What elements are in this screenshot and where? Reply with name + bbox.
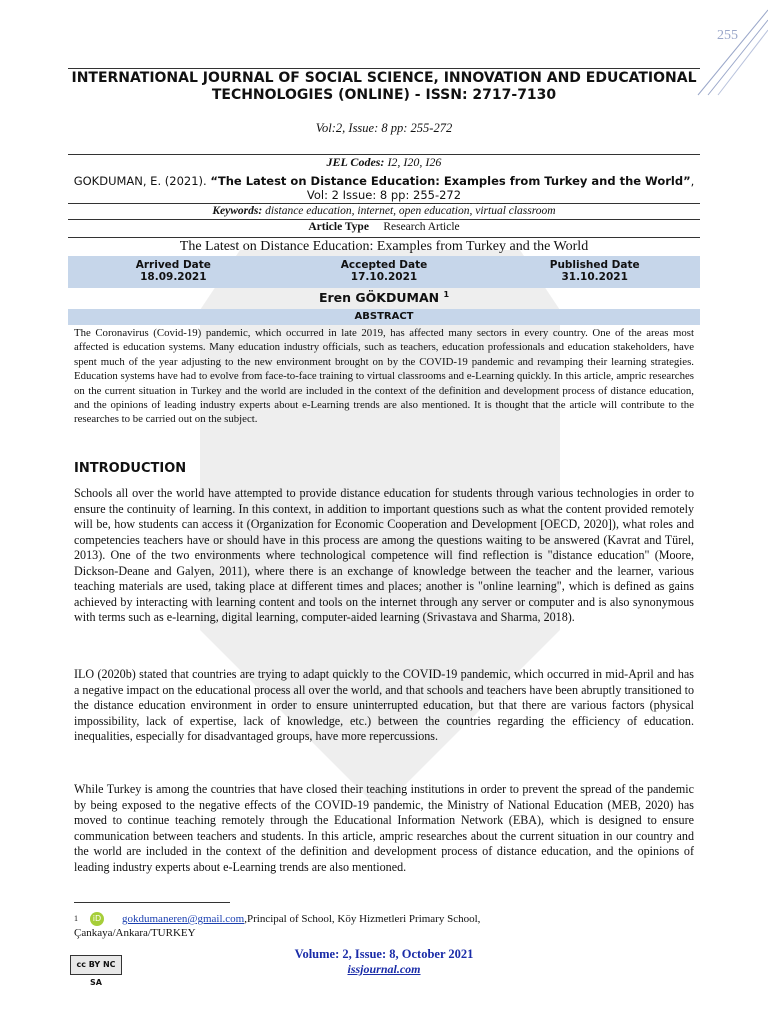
citation-suffix: , [690, 174, 695, 188]
footnote-rule [74, 902, 230, 903]
abstract-text: The Coronavirus (Covid-19) pandemic, which occurred in late 2019, has affected many sectors in every country. One of the areas most affected is education systems. Many education industry officials, such as teachers, education professionals and education stakeholders, have spent much of the year adjusting to the new environment brought on by the COVID-19 pandemic and revamping their learning strategies. Education systems have had to evolve from face-to-face training to virtual classrooms and e-Learning quickly. In this article, ampric researches on the current situation in Turkey and the world are included in the context of the definition and development process of distance education, and the opinions of leading industry experts about e-Learning trends are also mentioned. It is thought that the article will contribute to the researches to be carried out on the subject. [74, 327, 694, 426]
journal-title-line2: TECHNOLOGIES (ONLINE) - ISSN: 2717-7130 [211, 87, 557, 103]
footer-volume: Volume: 2, Issue: 8, October 2021 [294, 947, 474, 961]
abstract-heading: ABSTRACT [68, 309, 700, 325]
keywords-value: distance education, internet, open education, virtual classroom [265, 205, 556, 217]
author [68, 290, 700, 305]
published-date [489, 256, 700, 288]
article-type [68, 219, 700, 233]
jel-label: JEL Codes: [326, 155, 385, 169]
accepted-date-label: Accepted Date [340, 259, 428, 271]
footnote-location: Çankaya/Ankara/TURKEY [74, 927, 196, 939]
paragraph: Schools all over the world have attempted to provide distance education for students through various technologies in order to ensure the continuity of learning. In this context, in addition to important questions such as what the content provided remotely will be, how students can access it (Organization for Economic Cooperation and Development [OECD, 2020]), what roles and competencies teachers have or should have in this process are among the questions waiting to be answered (Kavrat and Türel, 2013). One of the two environments where technological competence will find reflection is "distance education" (Moore, Dickson-Deane and Galyen, 2011), where there is an exchange of knowledge between the teacher and the learner, various teaching materials are used, taking place at different times and places; another is "online learning", which is defined as gains achieved by interacting with learning content and tools on the internet through any server or computer and is also synonymous with terms such as e-learning, digital learning, computer-aided learning (Srivastava and Sharma, 2018). [74, 486, 694, 624]
article-type-label: Article Type [308, 221, 369, 233]
paragraph: While Turkey is among the countries that have closed their teaching institutions in order to prevent the spread of the pandemic by being exposed to the negative effects of the COVID-19 pandemic, the Ministry of National Education (MEB, 2020) has moved to continue teaching remotely through the Educational Information Network (EBA), which is designed to ensure communication between teachers and students. In this article, ampric researches about the current situation in our country and the world are included in the context of the definition and development process of distance education, and the opinions of leading industry experts about e-Learning trends are also mentioned. [74, 782, 694, 874]
introduction-heading: INTRODUCTION [74, 461, 187, 476]
jel-value: I2, I20, I26 [387, 155, 442, 169]
accepted-date [279, 256, 490, 288]
dates-bar [68, 256, 700, 288]
footnote-affiliation: ,Principal of School, Köy Hizmetleri Primary School, [244, 913, 481, 925]
journal-title-line1: INTERNATIONAL JOURNAL OF SOCIAL SCIENCE, INNOVATION AND EDUCATIONAL [71, 70, 697, 86]
arrived-date-value: 18.09.2021 [140, 271, 207, 283]
published-date-label: Published Date [549, 259, 640, 271]
footer-site-link[interactable]: issjournal.com [347, 962, 421, 976]
published-date-value: 31.10.2021 [561, 271, 628, 283]
header-rule [68, 68, 700, 69]
jel-codes [68, 154, 700, 173]
footnote-number: 1 [74, 914, 78, 923]
citation-author: GOKDUMAN, E. (2021). [73, 174, 211, 188]
article-type-value: Research Article [383, 221, 460, 233]
accepted-date-value: 17.10.2021 [350, 271, 418, 283]
citation [68, 174, 700, 202]
keywords-label: Keywords: [212, 205, 263, 217]
volume-line: Vol:2, Issue: 8 pp: 255-272 [315, 121, 453, 135]
author-name: Eren GÖKDUMAN [318, 290, 440, 306]
author-footnote-ref: 1 [443, 290, 450, 299]
cc-license-icon[interactable]: cc BY NC SA [70, 955, 122, 975]
citation-title: “The Latest on Distance Education: Examples from Turkey and the World” [210, 174, 691, 188]
article-title: The Latest on Distance Education: Examples from Turkey and the World [68, 237, 700, 255]
arrived-date-label: Arrived Date [135, 259, 211, 271]
citation-volume: Vol: 2 Issue: 8 pp: 255-272 [306, 188, 462, 202]
orcid-icon[interactable]: iD [90, 912, 104, 926]
paragraph: ILO (2020b) stated that countries are trying to adapt quickly to the COVID-19 pandemic, which occurred in mid-April and has a negative impact on the educational process all over the world, and that schools and teachers have been abruptly transitioned to the distance education environment in order to ensure uninterrupted education, but that there are various factors (physical impossibility, lack of expertise, lack of knowledge, etc.) between the countries regarding the efficiency of education. inequalities, especially for disadvantaged groups, have more repercussions. [74, 667, 694, 743]
footnote [74, 912, 694, 940]
arrived-date [68, 256, 279, 288]
author-email-link[interactable]: gokdumaneren@gmail.com [122, 913, 245, 925]
keywords [68, 203, 700, 217]
journal-title [68, 70, 700, 104]
page-number: 255 [717, 28, 738, 43]
